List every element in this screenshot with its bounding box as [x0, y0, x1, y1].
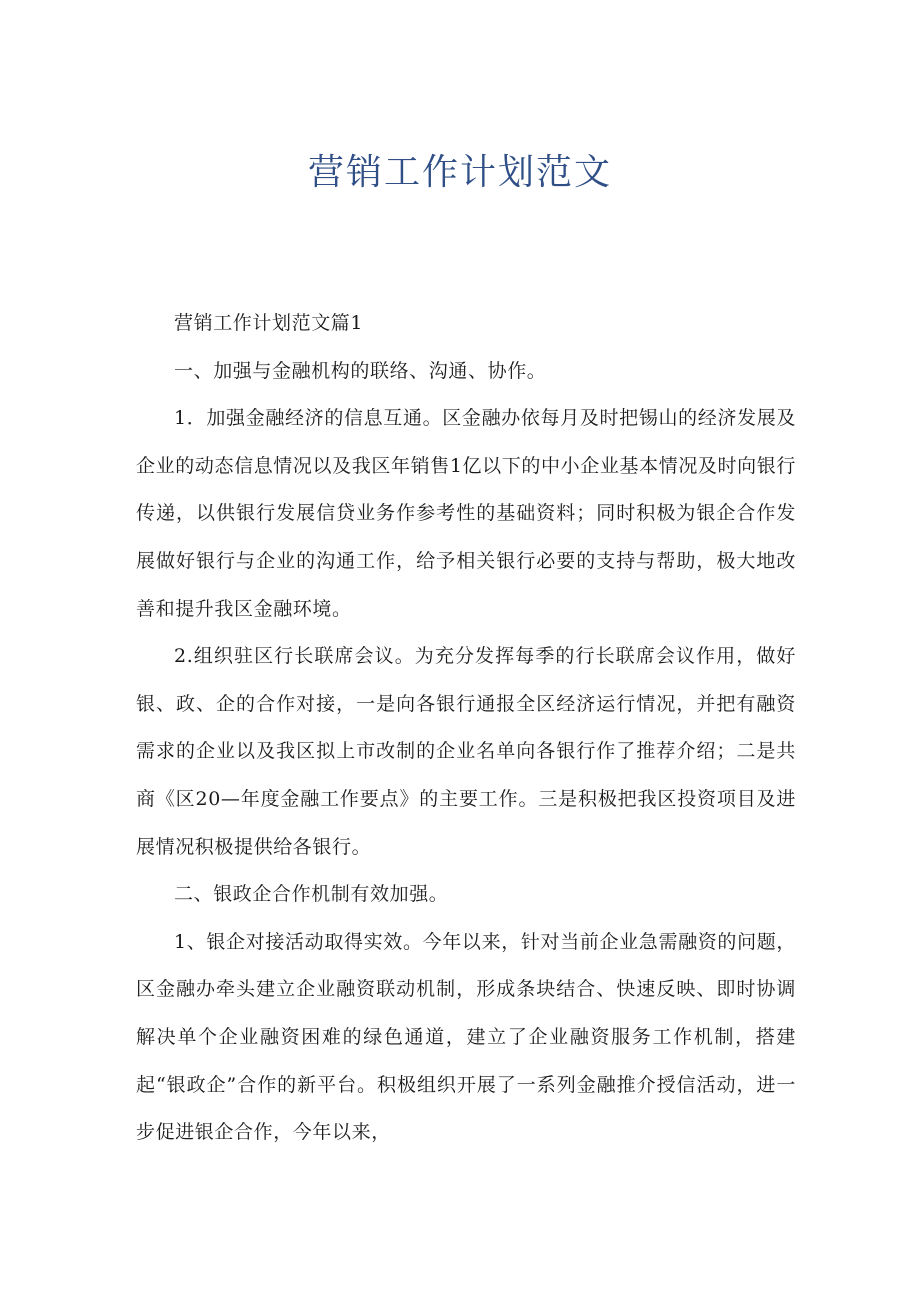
document-title: 营销工作计划范文 [307, 152, 612, 193]
paragraph: 一、加强与金融机构的联络、沟通、协作。 [174, 359, 547, 382]
paragraph: 1、银企对接活动取得实效。今年以来，针对当前企业急需融资的问题，区金融办牵头建立企业融资联动机制，形成条块结合、快速反映、即时协调解决单个企业融资困难的绿色通道，建立了企业融资服务工作机制，搭建起“银政企”合作的新平台。积极组织开展了一系列金融推介授信活动，进一步促进银企合作，今年以来， [136, 930, 796, 1144]
paragraph: 2.组织驻区行长联席会议。为充分发挥每季的行长联席会议作用，做好银、政、企的合作对接，一是向各银行通报全区经济运行情况，并把有融资需求的企业以及我区拟上市改制的企业名单向各银行作了推荐介绍；二是共商《区20—年度金融工作要点》的主要工作。三是积极把我区投资项目及进展情况积极提供给各银行。 [136, 645, 796, 858]
section-heading: 营销工作计划范文篇1 [174, 312, 364, 334]
paragraph: 二、银政企合作机制有效加强。 [174, 883, 449, 906]
document-body [136, 300, 796, 1157]
paragraph: 1．加强金融经济的信息互通。区金融办依每月及时把锡山的经济发展及企业的动态信息情况以及我区年销售1亿以下的中小企业基本情况及时向银行传递，以供银行发展信贷业务作参考性的基础资料；同时积极为银企合作发展做好银行与企业的沟通工作，给予相关银行必要的支持与帮助，极大地改善和提升我区金融环境。 [136, 407, 796, 620]
